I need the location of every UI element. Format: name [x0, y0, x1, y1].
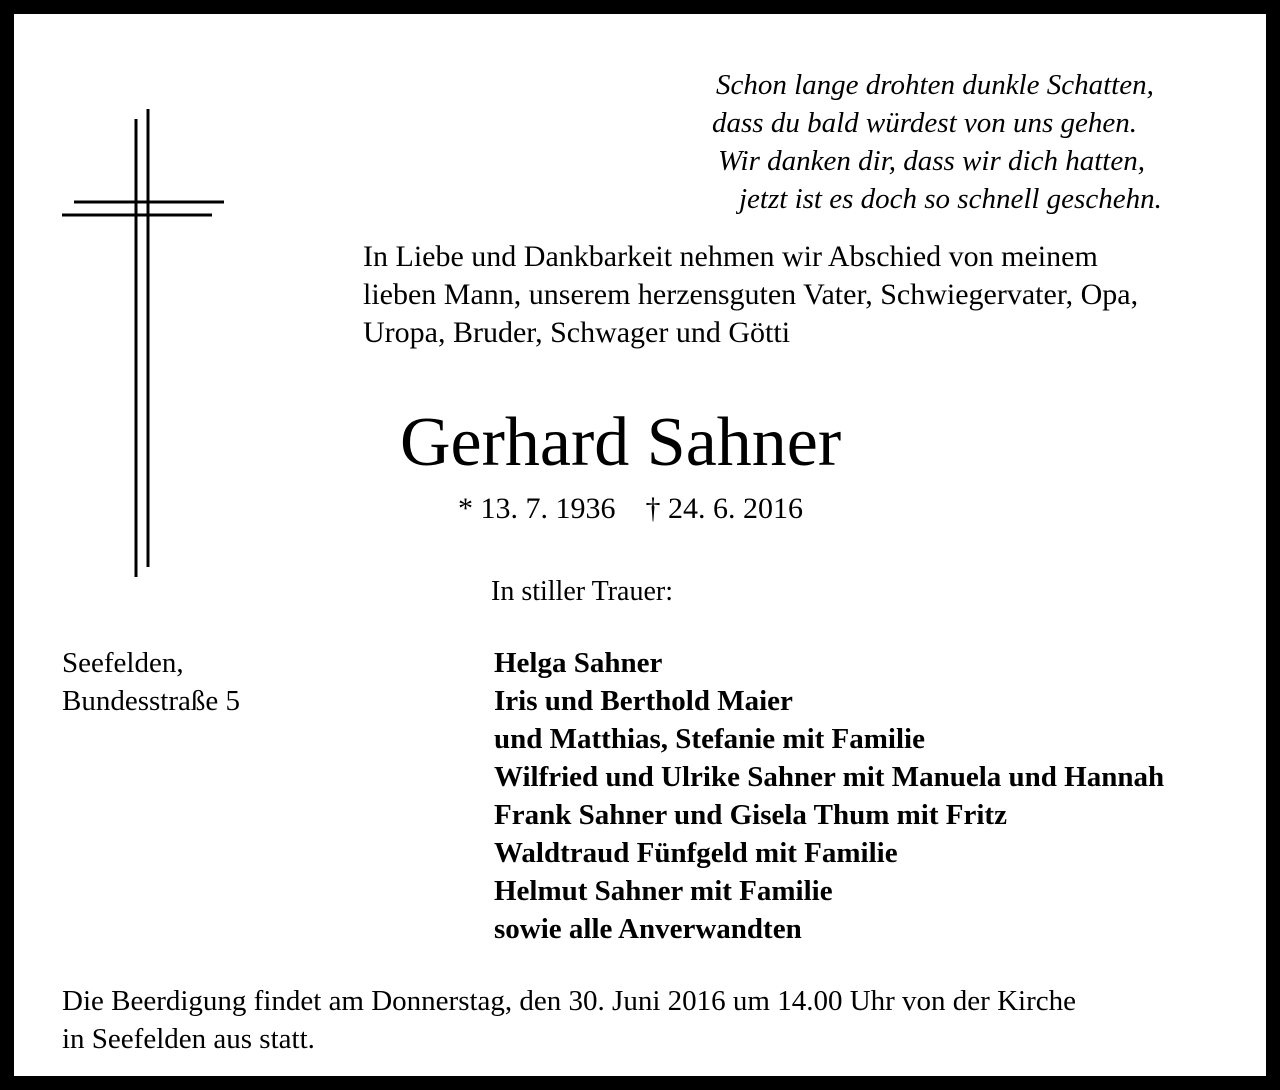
poem-line: Schon lange drohten dunkle Schatten,: [716, 69, 1154, 101]
mourner: Wilfried und Ulrike Sahner mit Manuela und Hannah: [494, 761, 1165, 793]
funeral-info: [62, 982, 1076, 1058]
address-line: Seefelden,: [62, 647, 184, 679]
poem-line: dass du bald würdest von uns gehen.: [712, 107, 1138, 139]
cross-icon: [60, 109, 230, 579]
intro-text: [363, 238, 1138, 352]
address-line: Bundesstraße 5: [62, 685, 240, 717]
funeral-line: in Seefelden aus statt.: [62, 1023, 315, 1055]
mourner: sowie alle Anverwandten: [494, 913, 802, 945]
mourner: und Matthias, Stefanie mit Familie: [494, 723, 925, 755]
mourners-list: [494, 644, 1164, 948]
poem-line: Wir danken dir, dass wir dich hatten,: [718, 145, 1145, 177]
intro-line: In Liebe und Dankbarkeit nehmen wir Abschied von meinem: [363, 240, 1098, 273]
deceased-name: Gerhard Sahner: [400, 404, 842, 481]
life-dates: [458, 490, 803, 528]
intro-line: Uropa, Bruder, Schwager und Götti: [363, 316, 791, 349]
poem-line: jetzt ist es doch so schnell geschehn.: [739, 183, 1162, 215]
intro-line: lieben Mann, unserem herzensguten Vater, Schwiegervater, Opa,: [363, 278, 1139, 311]
mourner: Frank Sahner und Gisela Thum mit Fritz: [494, 799, 1007, 831]
mourning-label: In stiller Trauer:: [491, 576, 673, 607]
poem: [710, 66, 1162, 218]
address: [62, 644, 240, 720]
mourner: Helga Sahner: [494, 647, 663, 679]
mourner: Waldtraud Fünfgeld mit Familie: [494, 837, 898, 869]
birth-date: * 13. 7. 1936: [458, 492, 616, 525]
funeral-line: Die Beerdigung findet am Donnerstag, den 30. Juni 2016 um 14.00 Uhr von der Kirche: [62, 985, 1076, 1017]
mourner: Helmut Sahner mit Familie: [494, 875, 833, 907]
mourner: Iris und Berthold Maier: [494, 685, 793, 717]
death-date: † 24. 6. 2016: [645, 492, 803, 525]
